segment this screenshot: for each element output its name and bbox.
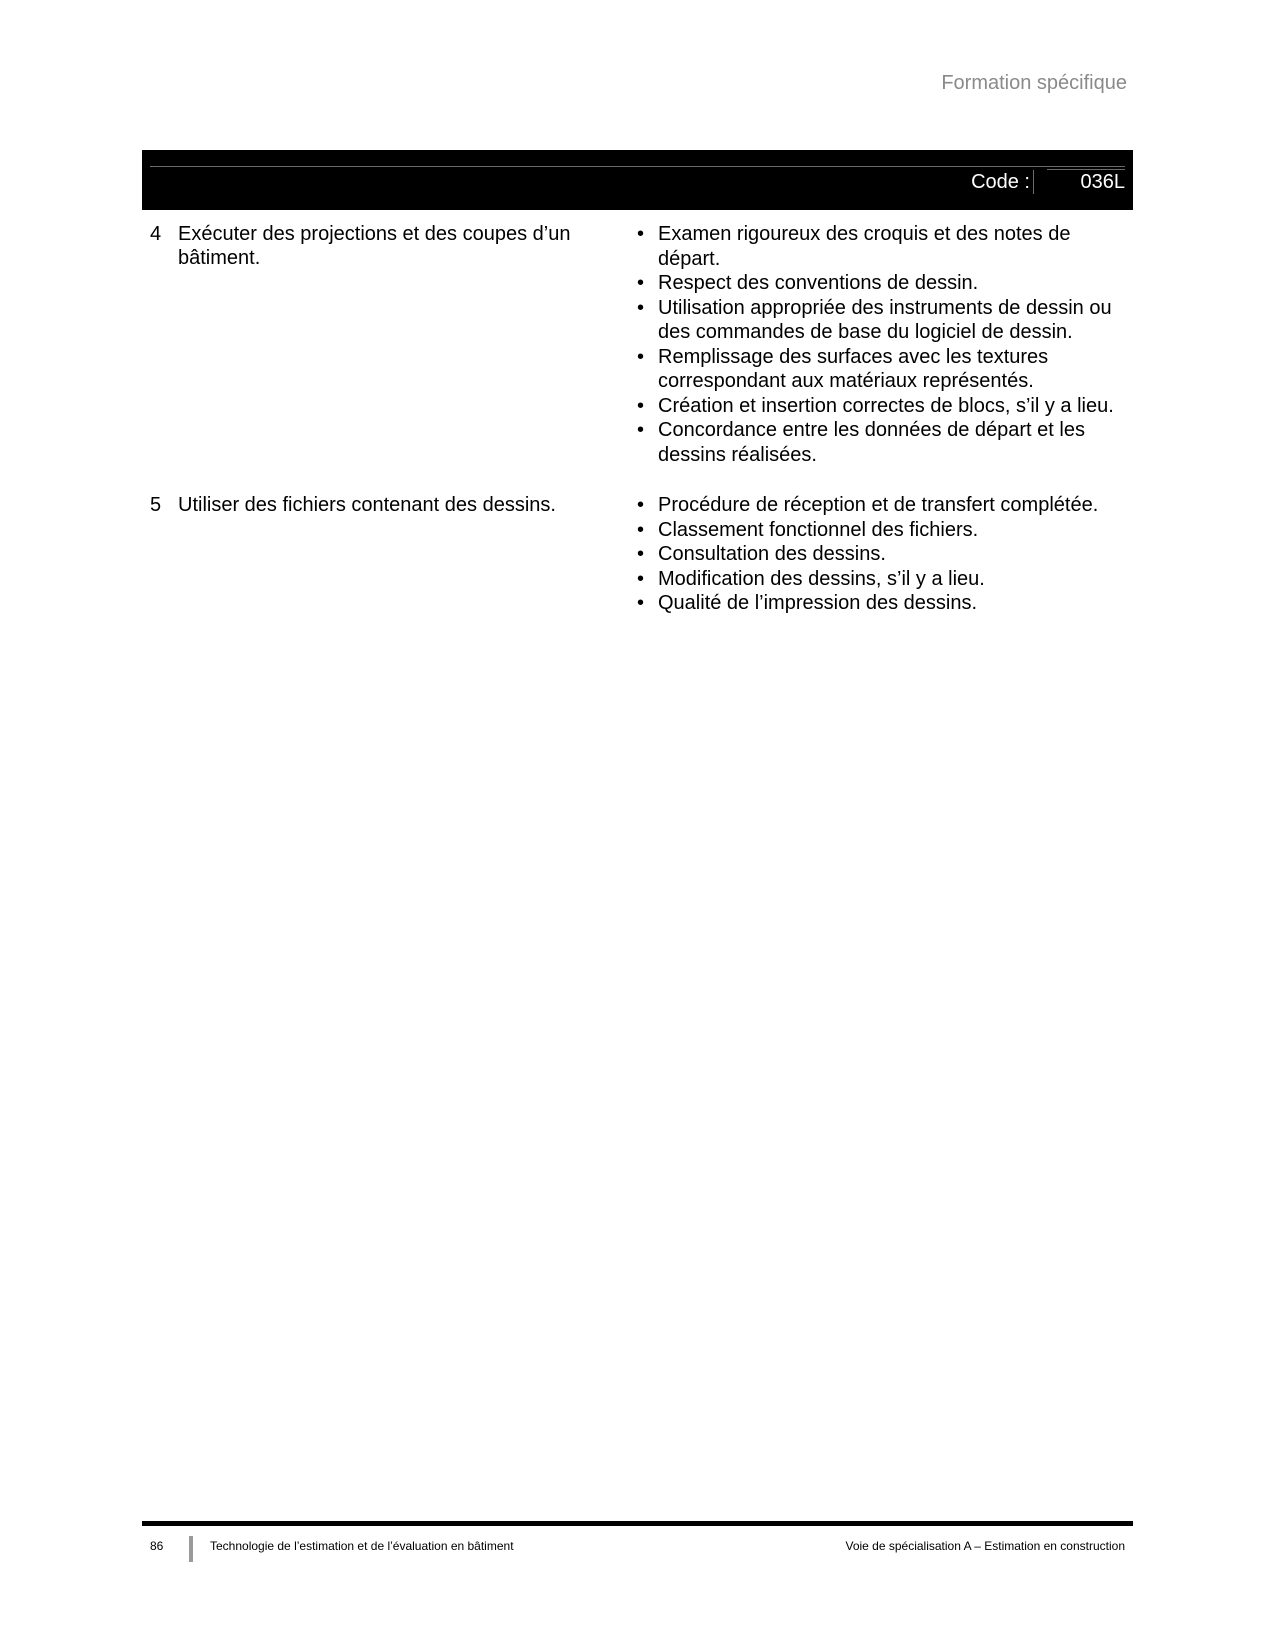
criteria-list — [632, 222, 1133, 467]
criteria-list — [632, 493, 1133, 616]
list-item: • Procédure de réception et de transfert complétée. — [632, 493, 1133, 518]
list-item: • Utilisation appropriée des instruments de dessin ou des commandes de base du logiciel de dessin. — [632, 296, 1133, 345]
page-number: 86 — [150, 1539, 164, 1553]
list-item: • Qualité de l’impression des dessins. — [632, 591, 1133, 616]
list-item: • Création et insertion correctes de blocs, s’il y a lieu. — [632, 394, 1133, 419]
list-item: • Classement fonctionnel des fichiers. — [632, 518, 1133, 543]
element-number: 4 — [150, 223, 162, 245]
list-item: • Respect des conventions de dessin. — [632, 271, 1133, 296]
footer-document-title: Technologie de l’estimation et de l’évaluation en bâtiment — [210, 1539, 514, 1553]
list-item: • Consultation des dessins. — [632, 542, 1133, 567]
element-cell — [142, 493, 632, 616]
element-cell — [142, 222, 632, 467]
code-bar-rule — [150, 166, 1125, 167]
running-head: Formation spécifique — [941, 72, 1127, 94]
table-row — [142, 493, 1133, 616]
footer-separator — [189, 1536, 193, 1562]
criteria-cell — [632, 493, 1133, 616]
competency-table — [142, 222, 1133, 642]
table-row — [142, 222, 1133, 467]
list-item: • Examen rigoureux des croquis et des notes de départ. — [632, 222, 1133, 271]
list-item: • Modification des dessins, s’il y a lieu. — [632, 567, 1133, 592]
footer-section-title: Voie de spécialisation A – Estimation en construction — [845, 1539, 1125, 1553]
code-bar — [142, 150, 1133, 210]
element-statement: Utiliser des fichiers contenant des dessins. — [178, 494, 556, 516]
code-value: 036L — [1047, 169, 1125, 194]
element-number: 5 — [150, 494, 162, 516]
element-statement: Exécuter des projections et des coupes d’un bâtiment. — [178, 223, 571, 269]
criteria-cell — [632, 222, 1133, 467]
code-label: Code : — [971, 170, 1034, 194]
list-item: • Concordance entre les données de départ et les dessins réalisées. — [632, 418, 1133, 467]
list-item: • Remplissage des surfaces avec les textures correspondant aux matériaux représentés. — [632, 345, 1133, 394]
footer-rule — [142, 1521, 1133, 1526]
